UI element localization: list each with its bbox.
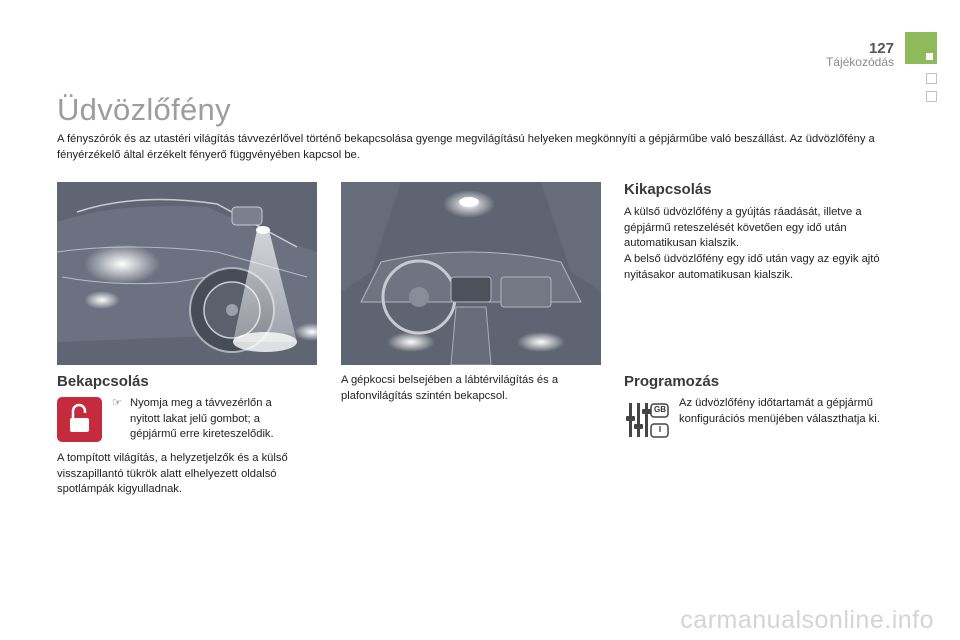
watermark: carmanualsonline.info [680, 606, 934, 634]
bekapcsolas-bullet [112, 396, 302, 443]
kikapcsolas-paragraph-1: A külső üdvözlőfény a gyújtás ráadását, illetve a gépjármű reteszelését követően egy idő után automatikusan kialszik. [624, 206, 862, 249]
programozas-paragraph: Az üdvözlőfény időtartamát a gépjármű konfigurációs menüjében választhatja ki. [679, 397, 880, 425]
unlock-button-icon [57, 397, 102, 442]
language-label-top: GB [654, 405, 666, 414]
pointing-hand-icon: ☞ [112, 397, 123, 409]
bekapcsolas-heading: Bekapcsolás [57, 373, 149, 390]
page-title: Üdvözlőfény [57, 92, 231, 127]
kikapcsolas-paragraph-2: A belső üdvözlőfény egy idő után vagy az egyik ajtó nyitásakor automatikusan kialszik. [624, 253, 880, 281]
tab-marker-icon [926, 53, 933, 60]
kikapcsolas-heading: Kikapcsolás [624, 181, 712, 198]
bekapcsolas-paragraph: A tompított világítás, a helyzetjelzők és a külső visszapillantó tükrök alatt elhelyezett oldalsó spotlámpák kigyulladnak. [57, 452, 288, 495]
interior-car-image [341, 182, 601, 365]
chapter-box-icon [926, 91, 937, 102]
interior-caption: A gépkocsi belsejében a lábtérvilágítás és a plafonvilágítás szintén bekapcsol. [341, 374, 559, 402]
section-title: Tájékozódás [825, 55, 894, 69]
language-label-bottom: I [658, 425, 662, 434]
exterior-car-image [57, 182, 317, 365]
bekapcsolas-bullet-text: Nyomja meg a távvezérlőn a nyitott lakat jelű gombot; a gépjármű erre kireteszelődik. [130, 397, 274, 440]
configuration-menu-icon [624, 400, 674, 440]
page-number: 127 [868, 40, 894, 57]
programozas-heading: Programozás [624, 373, 720, 390]
chapter-box-icon [926, 73, 937, 84]
section-tab [905, 32, 937, 64]
intro-text: A fényszórók és az utastéri világítás távvezérlővel történő bekapcsolása gyenge megvilágítású helyeken megkönnyíti a gépjárműbe való beszállást. Az üdvözlőfény a fényérzékelő által érzékelt fényerő függvényében kapcsol be. [57, 133, 875, 161]
